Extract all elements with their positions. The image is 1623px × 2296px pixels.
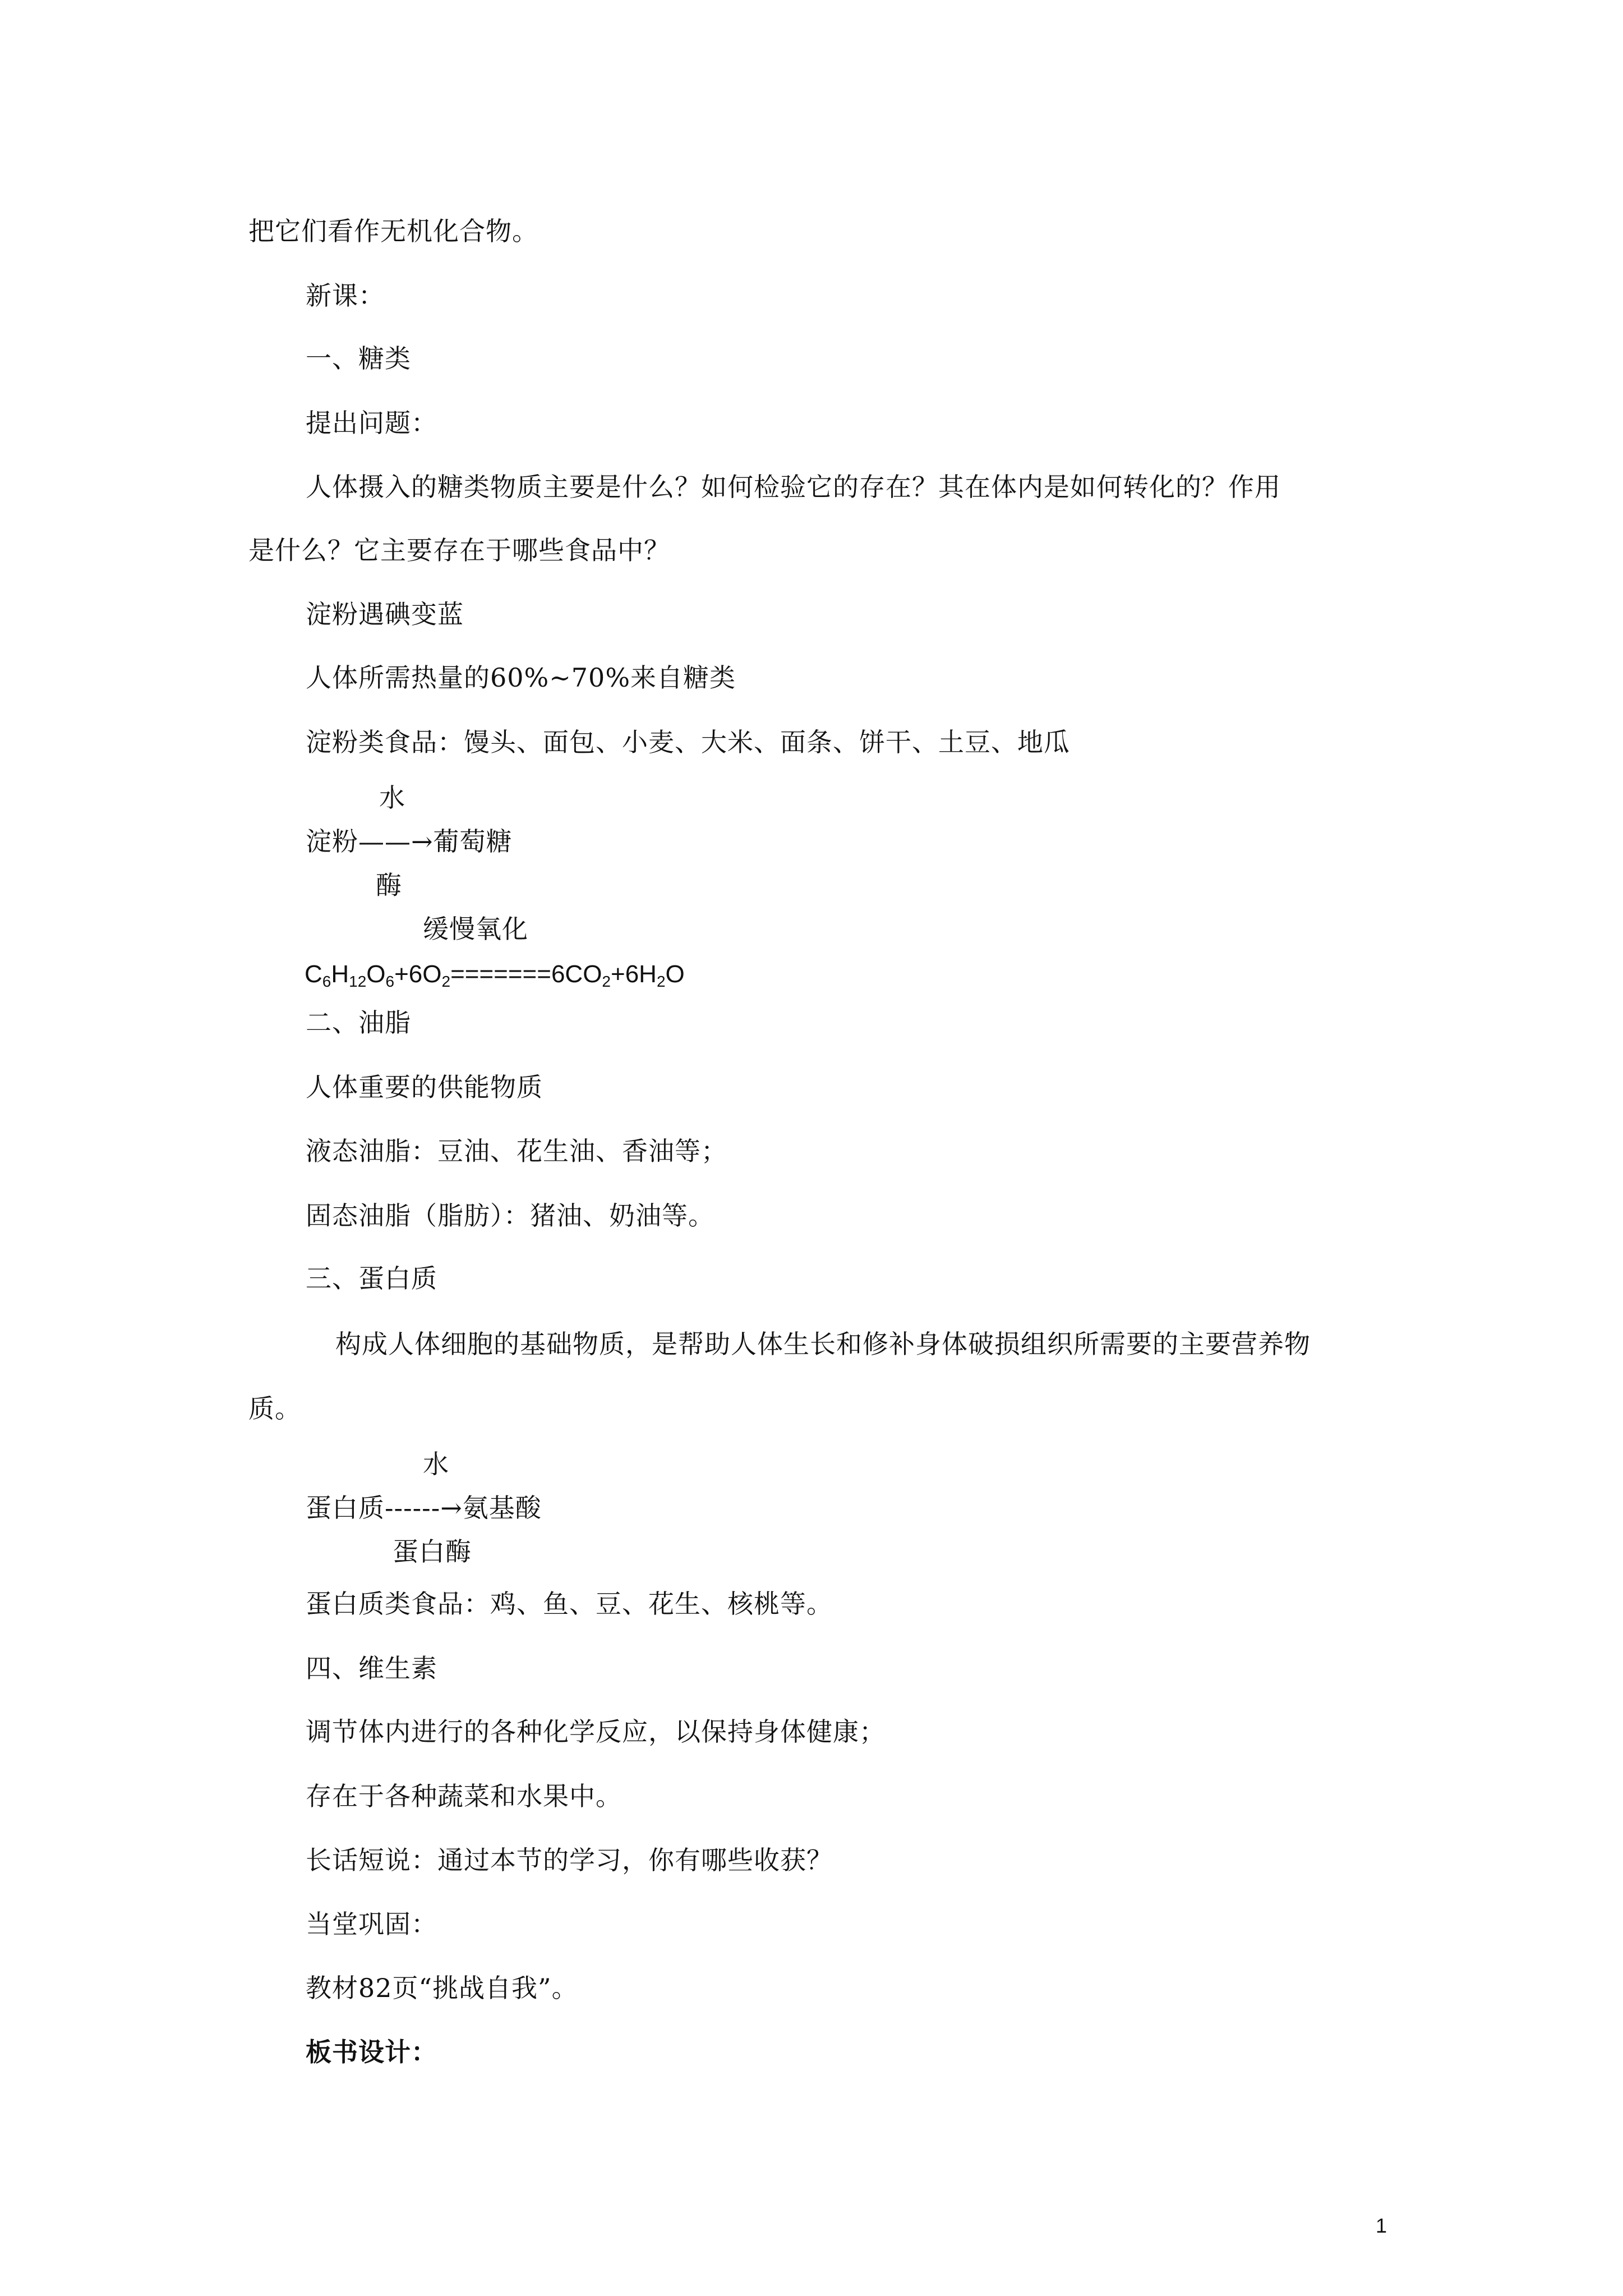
text-line: 长话短说：通过本节的学习，你有哪些收获？ [306,1845,833,1875]
reaction-condition: 酶 [376,870,402,900]
reaction-condition: 缓慢氧化 [423,914,528,944]
text-line: 蛋白质类食品：鸡、鱼、豆、花生、核桃等。 [306,1589,833,1619]
text-line: 调节体内进行的各种化学反应，以保持身体健康； [306,1717,886,1747]
text-line: 液态油脂：豆油、花生油、香油等； [306,1136,727,1166]
text-line: 淀粉遇碘变蓝 [306,599,464,629]
text-line: 淀粉类食品：馒头、面包、小麦、大米、面条、饼干、土豆、地瓜 [306,727,1070,757]
text-line: 教材82页“挑战自我”。 [306,1973,578,2003]
text-line: 构成人体细胞的基础物质，是帮助人体生长和修补身体破损组织所需要的主要营养物 [335,1329,1311,1359]
text-line: 当堂巩固： [306,1909,437,1939]
reaction-condition: 蛋白酶 [393,1536,472,1567]
text-line: 人体所需热量的60%~70%来自糖类 [306,662,736,693]
text-line: 把它们看作无机化合物。 [248,216,538,246]
text-line: 存在于各种蔬菜和水果中。 [306,1781,622,1811]
text-line: 是什么？它主要存在于哪些食品中？ [248,535,670,565]
text-line: 人体摄入的糖类物质主要是什么？如何检验它的存在？其在体内是如何转化的？作用 [306,472,1281,502]
text-line: 人体重要的供能物质 [306,1072,543,1102]
text-line: 提出问题： [306,408,437,438]
reaction-equation: 淀粉——→葡萄糖 [306,826,513,857]
page-number: 1 [1376,2214,1387,2237]
reaction-condition: 水 [379,783,405,813]
board-design-heading: 板书设计： [306,2037,437,2067]
chemical-equation: $C_6H_{12}O_6+6O_2=======6CO_2+6H_2O$ [305,960,685,990]
text-line: 质。 [248,1393,301,1424]
section-heading: 四、维生素 [306,1653,437,1683]
reaction-equation: 蛋白质------→氨基酸 [306,1493,542,1523]
text-line: 新课： [306,280,385,311]
section-heading: 二、油脂 [306,1007,411,1038]
section-heading: 一、糖类 [306,343,411,374]
section-heading: 三、蛋白质 [306,1263,437,1294]
reaction-condition: 水 [423,1449,449,1479]
text-line: 固态油脂（脂肪）：猪油、奶油等。 [306,1200,714,1231]
